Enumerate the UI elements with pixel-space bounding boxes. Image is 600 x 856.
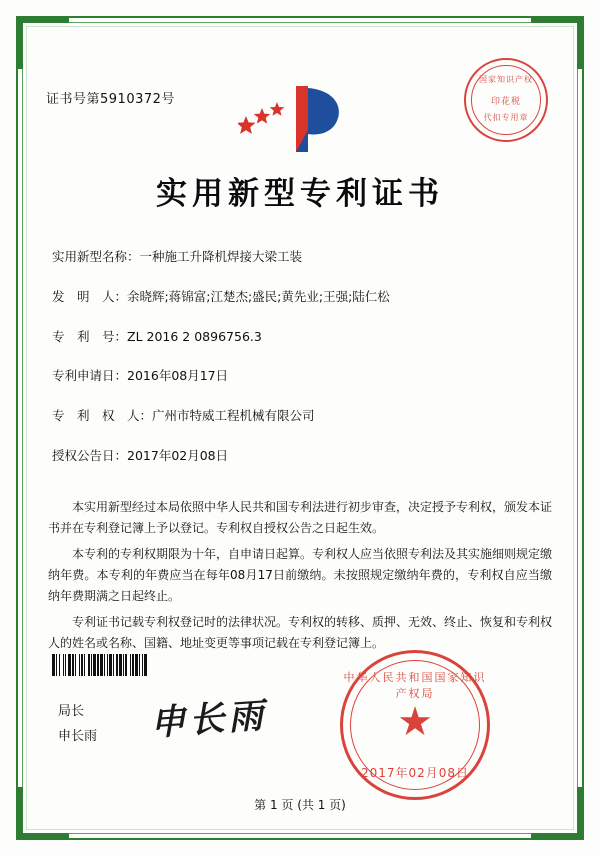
field-label: 实用新型名称：: [52, 249, 140, 264]
corner-ornament-top-left: [18, 18, 69, 69]
signature-role: 局长: [58, 704, 85, 719]
field-value: ZL 2016 2 0896756.3: [127, 328, 262, 344]
signature-name: 申长雨: [58, 728, 98, 744]
page-footer: 第 1 页 (共 1 页): [254, 798, 346, 812]
field-row-patent-number: [52, 328, 552, 347]
certificate-fields: [52, 248, 552, 487]
legal-paragraph-1: 本实用新型经过本局依照中华人民共和国专利法进行初步审查，决定授予专利权，颁发本证书并在专利登记簿上予以登记。专利权自授权公告之日起生效。: [48, 500, 553, 535]
field-row-inventors: [52, 288, 552, 307]
signature-handwriting: 申长雨: [148, 694, 269, 745]
field-row-utility-model-name: [52, 248, 552, 267]
field-label: 专利申请日：: [52, 368, 128, 384]
corner-ornament-top-right: [531, 18, 582, 69]
field-value: 余晓辉;蒋锦富;江楚杰;盛民;黄先业;王强;陆仁松: [127, 288, 390, 304]
stamp-duty-seal: [464, 58, 548, 142]
signature-block: [58, 700, 97, 749]
certificate-number: 证书号第5910372号: [46, 92, 175, 107]
cnipa-logo-icon: [238, 78, 348, 160]
legal-paragraph-2: 本专利的专利权期限为十年，自申请日起算。专利权人应当依照专利法及其实施细则规定缴纳年费。本专利的年费应当在每年08月17日前缴纳。未按照规定缴纳年费的，专利权自应当缴纳年费期满之日起终止。: [48, 547, 553, 603]
field-row-grant-date: [52, 447, 552, 466]
field-row-patentee: [52, 407, 552, 426]
legal-text-block: [48, 497, 552, 659]
field-label: 授权公告日：: [52, 447, 128, 463]
stamp-duty-seal-line1: 国家知识产权: [479, 75, 533, 84]
official-seal-date: 2017年02月08日: [360, 766, 470, 780]
official-seal: [340, 650, 490, 800]
stamp-duty-seal-line3: 代扣专用章: [483, 113, 529, 122]
field-value: 2017年02月08日: [127, 447, 229, 463]
field-value: 一种施工升降机焊接大梁工装: [139, 249, 303, 264]
field-label: 发 明 人：: [52, 288, 128, 304]
field-label: 专 利 权 人：: [52, 408, 153, 423]
official-seal-arc-text: 中华人民共和国国家知识产权局: [343, 671, 487, 700]
field-value: 广州市特威工程机械有限公司: [152, 408, 315, 423]
star-icon: ★: [397, 698, 433, 745]
legal-paragraph-3: 专利证书记载专利权登记时的法律状况。专利权的转移、质押、无效、终止、恢复和专利权人的姓名或名称、国籍、地址变更等事项记载在专利登记簿上。: [48, 615, 553, 650]
page-title: 实用新型专利证书: [156, 176, 444, 212]
barcode: [52, 654, 224, 676]
stamp-duty-seal-line2: 印花税: [490, 97, 521, 107]
field-value: 2016年08月17日: [127, 368, 229, 384]
field-label: 专 利 号：: [52, 328, 128, 344]
field-row-application-date: [52, 367, 552, 386]
